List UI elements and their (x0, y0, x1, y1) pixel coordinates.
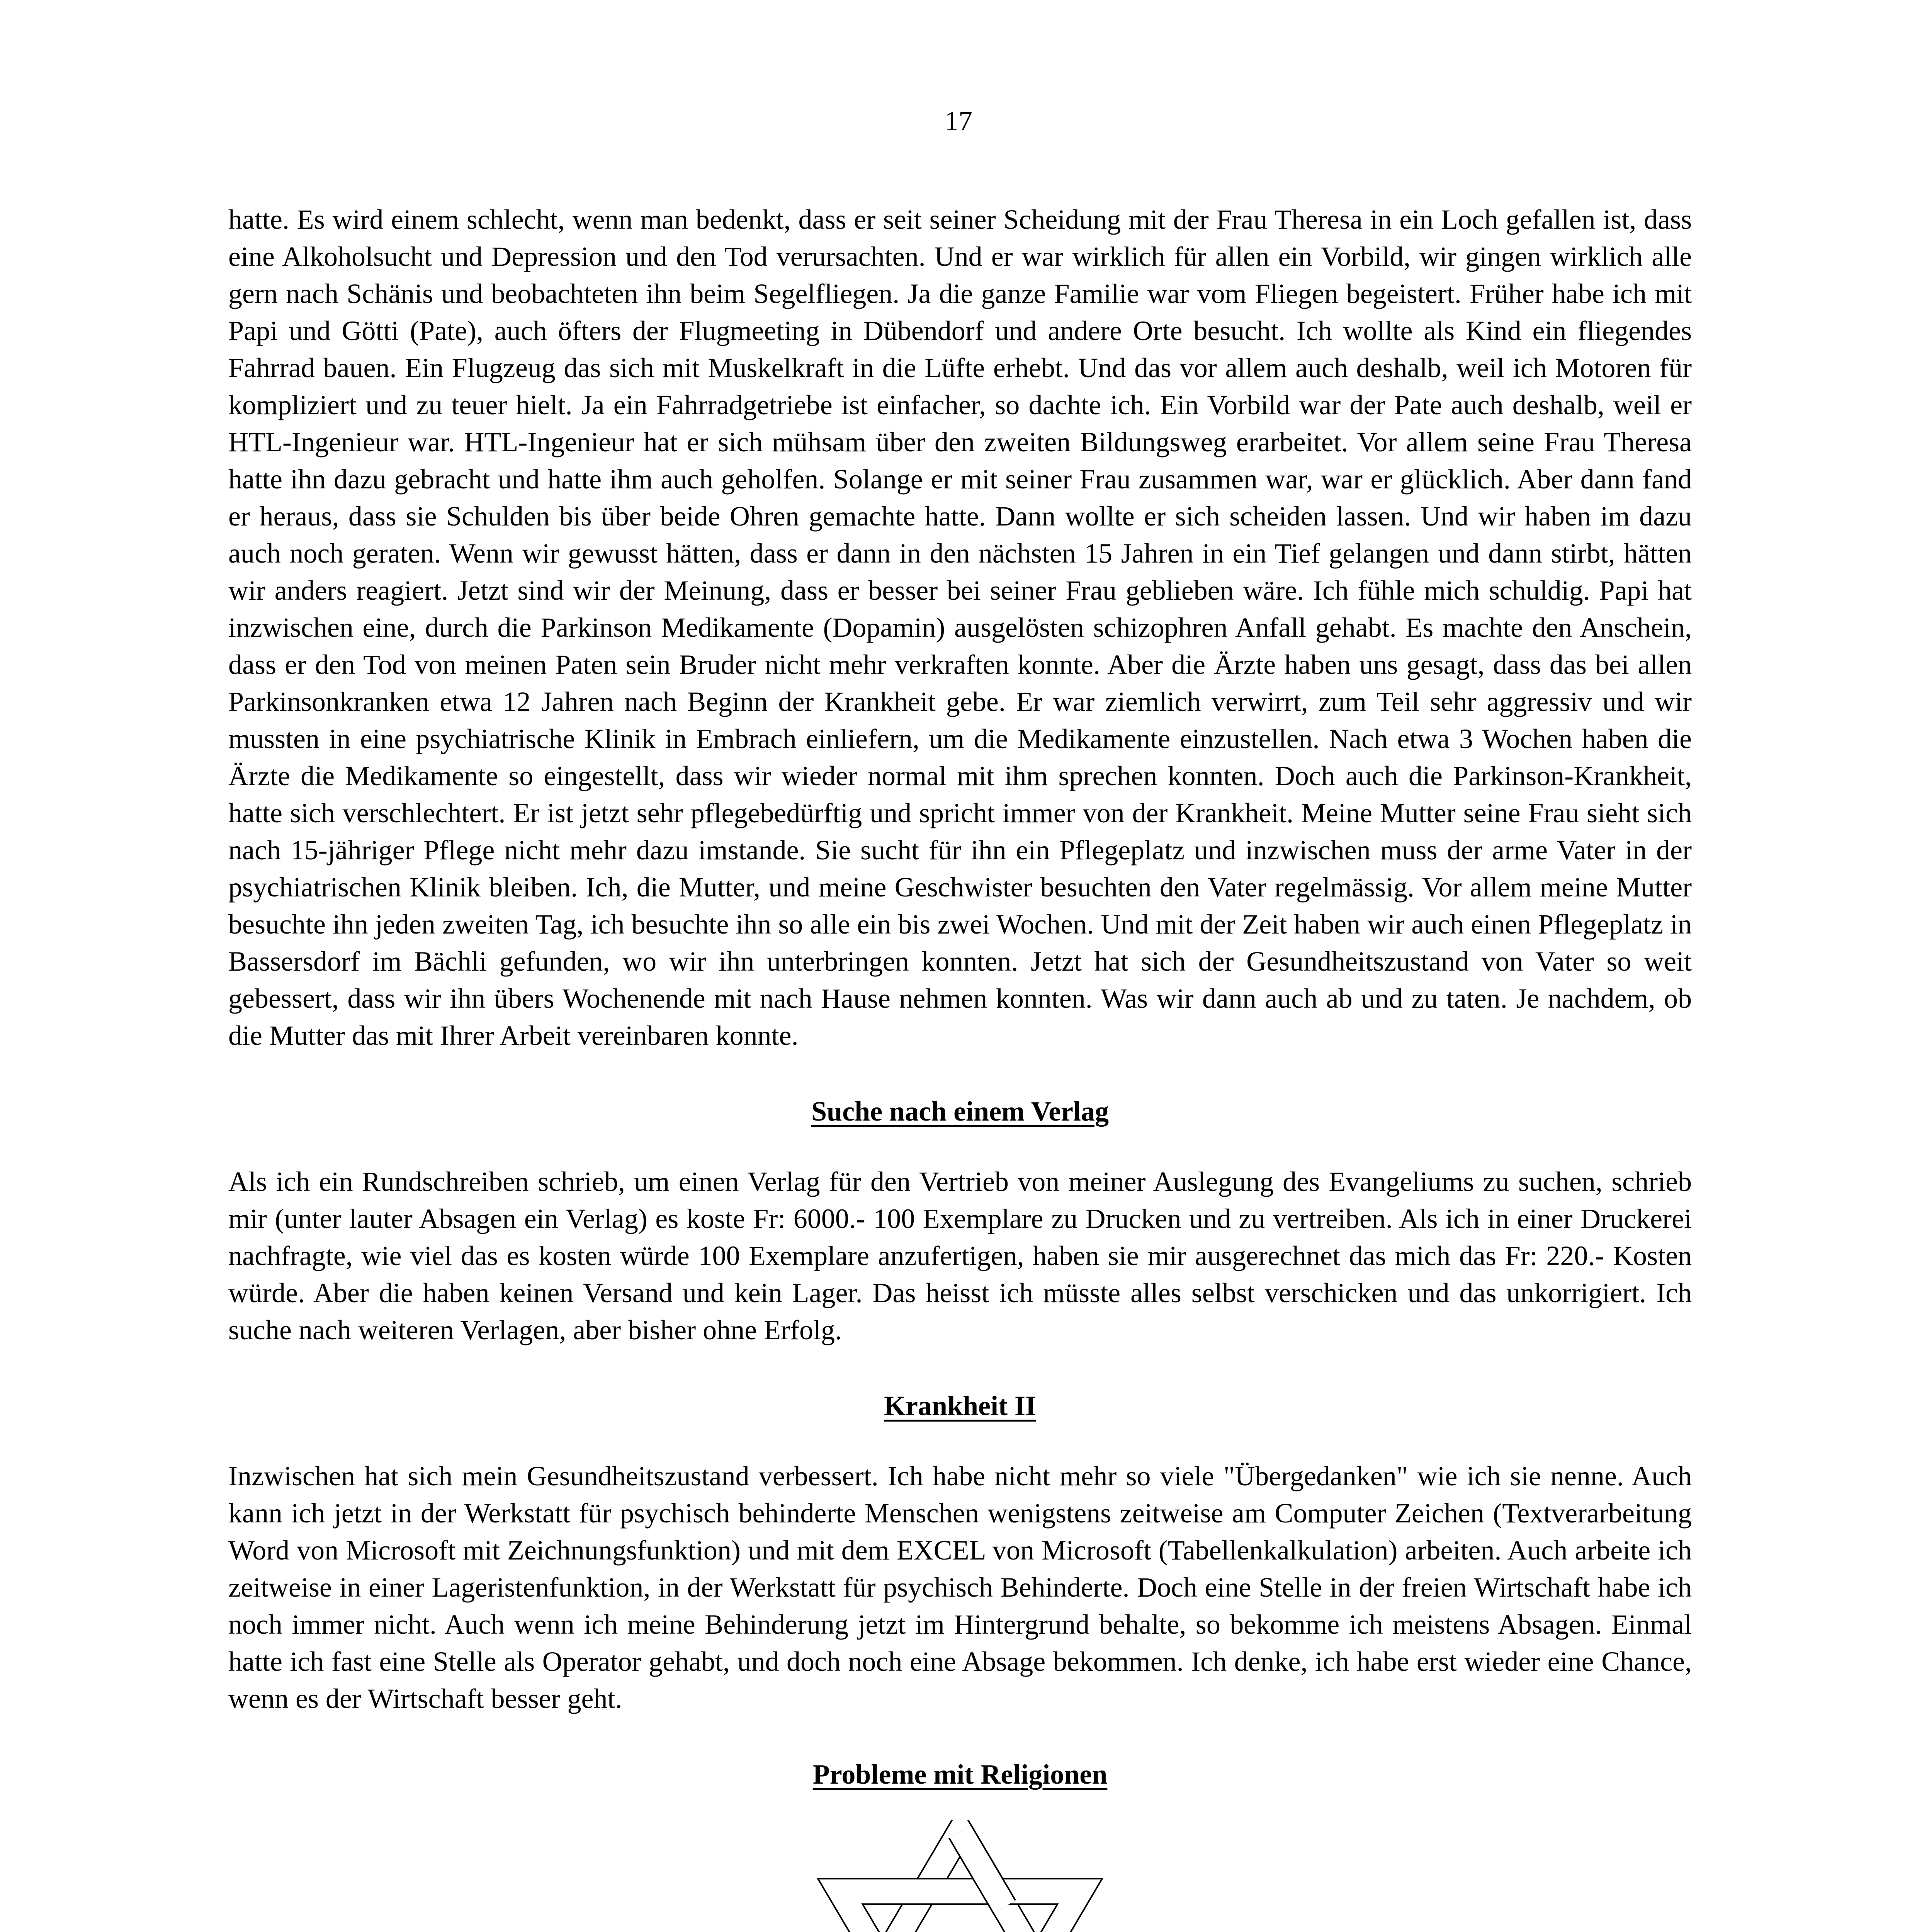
krankheit-paragraph: Inzwischen hat sich mein Gesundheitszustand verbessert. Ich habe nicht mehr so viele "Übergedanken" wie ich sie nenne. Auch kann ich jetzt in der Werkstatt für psychisch behinderte Menschen wenigstens zeitweise am Computer Zeichen (Textverarbeitung Word von Microsoft mit Zeichnungsfunktion) und mit dem EXCEL von Microsoft (Tabellenkalkulation) arbeiten. Auch arbeite ich zeitweise in einer Lageristenfunktion, in der Werkstatt für psychisch Behinderte. Doch eine Stelle in der freien Wirtschaft habe ich noch immer nicht. Auch wenn ich meine Behinderung jetzt im Hintergrund behalte, so bekomme ich meistens Absagen. Einmal hatte ich fast eine Stelle als Operator gehabt, und doch noch eine Absage bekommen. Ich denke, ich habe erst wieder eine Chance, wenn es der Wirtschaft besser geht. (228, 1461, 1692, 1714)
spacer (228, 1130, 1692, 1163)
page-content (228, 201, 1692, 1932)
page-number: 17 (945, 105, 972, 136)
verlag-paragraph: Als ich ein Rundschreiben schrieb, um einen Verlag für den Vertrieb von meiner Auslegung des Evangeliums zu suchen, schrieb mir (unter lauter Absagen ein Verlag) es koste Fr: 6000.- 100 Exemplare zu Drucken und zu vertreiben. Als ich in einer Druckerei nachfragte, wie viel das es kosten würde 100 Exemplare anzufertigen, haben sie mir ausgerechnet das mich das Fr: 220.- Kosten würde. Aber die haben keinen Versand und kein Lager. Das heisst ich müsste alles selbst verschicken und das unkorrigiert. Ich suche nach weiteren Verlagen, aber bisher ohne Erfolg. (228, 1166, 1692, 1345)
spacer (228, 1717, 1692, 1756)
section-heading-verlag: Suche nach einem Verlag (811, 1096, 1109, 1127)
section-heading-religion: Probleme mit Religionen (812, 1759, 1108, 1790)
star-of-david-figure (228, 1820, 1692, 1932)
spacer (228, 1054, 1692, 1093)
spacer (228, 1424, 1692, 1458)
intro-paragraph: hatte. Es wird einem schlecht, wenn man bedenkt, dass er seit seiner Scheidung mit der Frau Theresa in ein Loch gefallen ist, dass eine Alkoholsucht und Depression und den Tod verursachten. Und er war wirklich für allen ein Vorbild, wir gingen wirklich alle gern nach Schänis und beobachteten ihn beim Segelfliegen. Ja die ganze Familie war vom Fliegen begeistert. Früher habe ich mit Papi und Götti (Pate), auch öfters der Flugmeeting in Dübendorf und andere Orte besucht. Ich wollte als Kind ein fliegendes Fahrrad bauen. Ein Flugzeug das sich mit Muskelkraft in die Lüfte erhebt. Und das vor allem auch deshalb, weil ich Motoren für kompliziert und zu teuer hielt. Ja ein Fahrradgetriebe ist einfacher, so dachte ich. Ein Vorbild war der Pate auch deshalb, weil er HTL-Ingenieur war. HTL-Ingenieur hat er sich mühsam über den zweiten Bildungsweg erarbeitet. Vor allem seine Frau Theresa hatte ihn dazu gebracht und hatte ihm auch geholfen. Solange er mit seiner Frau zusammen war, war er glücklich. Aber dann fand er heraus, dass sie Schulden bis über beide Ohren gemachte hatte. Dann wollte er sich scheiden lassen. Und wir haben im dazu auch noch geraten. Wenn wir gewusst hätten, dass er dann in den nächsten 15 Jahren in ein Tief gelangen und dann stirbt, hätten wir anders reagiert. Jetzt sind wir der Meinung, dass er besser bei seiner Frau geblieben wäre. Ich fühle mich schuldig. Papi hat inzwischen eine, durch die Parkinson Medikamente (Dopamin) ausgelösten schizophren Anfall gehabt. Es machte den Anschein, dass er den Tod von meinen Paten sein Bruder nicht mehr verkraften konnte. Aber die Ärzte haben uns gesagt, dass das bei allen Parkinsonkranken etwa 12 Jahren nach Beginn der Krankheit gebe. Er war ziemlich verwirrt, zum Teil sehr aggressiv und wir mussten in eine psychiatrische Klinik in Embrach einliefern, um die Medikamente einzustellen. Nach etwa 3 Wochen haben die Ärzte die Medikamente so eingestellt, dass wir wieder normal mit ihm sprechen konnten. Doch auch die Parkinson-Krankheit, hatte sich verschlechtert. Er ist jetzt sehr pflegebedürftig und spricht immer von der Krankheit. Meine Mutter seine Frau sieht sich nach 15-jähriger Pflege nicht mehr dazu imstande. Sie sucht für ihn ein Pflegeplatz und inzwischen muss der arme Vater in der psychiatrischen Klinik bleiben. Ich, die Mutter, und meine Geschwister besuchten den Vater regelmässig. Vor allem meine Mutter besuchte ihn jeden zweiten Tag, ich besuchte ihn so alle ein bis zwei Wochen. Und mit der Zeit haben wir auch einen Pflegeplatz in Bassersdorf im Bächli gefunden, wo wir ihn unterbringen konnten. Jetzt hat sich der Gesundheitszustand von Vater so weit gebessert, dass wir ihn übers Wochenende mit nach Hause nehmen konnten. Was wir dann auch ab und zu taten. Je nachdem, ob die Mutter das mit Ihrer Arbeit vereinbaren konnte. (228, 204, 1692, 1051)
spacer (228, 1349, 1692, 1387)
star-of-david-icon (817, 1820, 1103, 1932)
section-heading-krankheit: Krankheit II (884, 1390, 1037, 1421)
